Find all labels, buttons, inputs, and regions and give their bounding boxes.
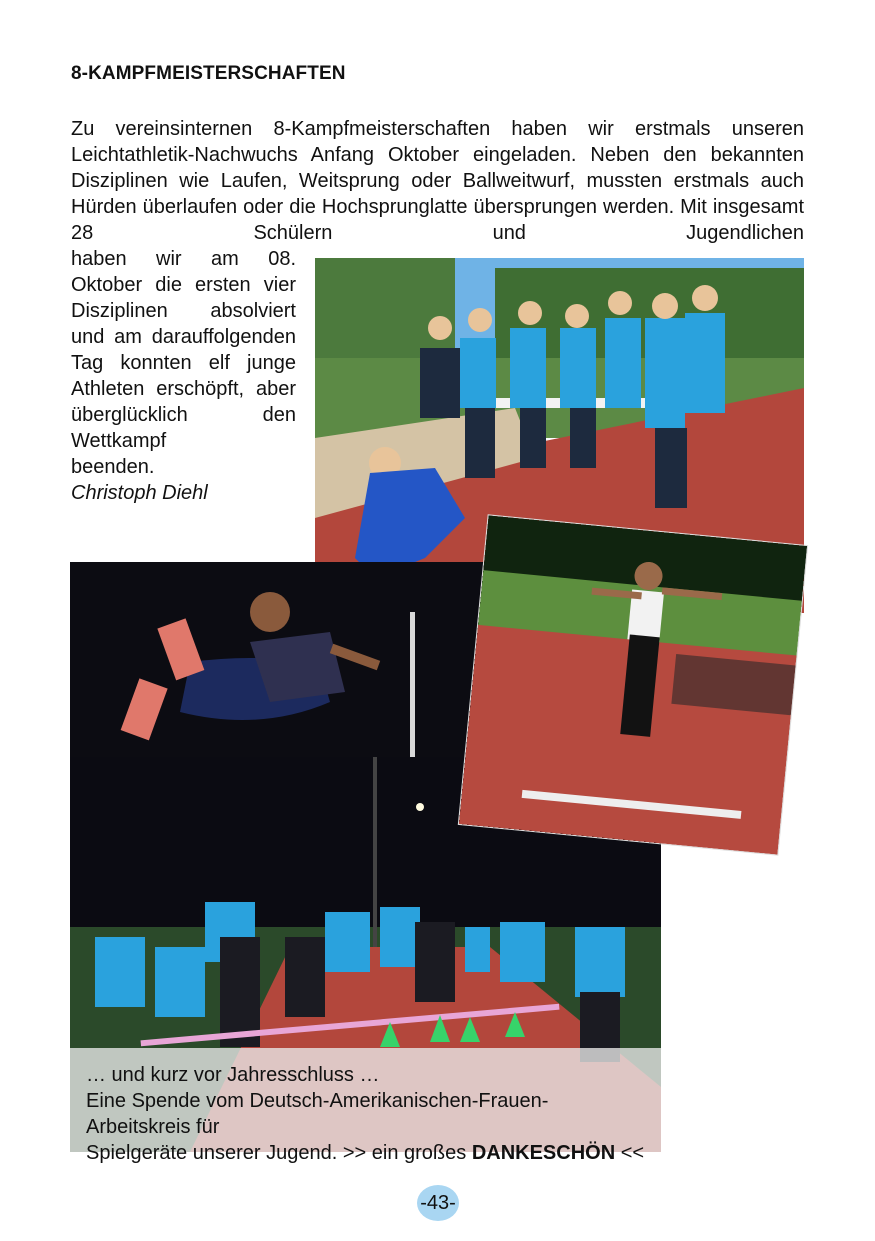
caption-line-3 — [86, 1140, 645, 1166]
side-paragraph-text: haben wir am 08. Oktober die ersten vier Disziplinen absolviert und am darauffolgenden Tag konnten elf junge Athleten erschöpft, aber überglücklich den Wettkampf — [71, 248, 296, 452]
page-title: 8-KAMPFMEISTERSCHAFTEN — [71, 63, 346, 84]
donation-caption — [70, 1048, 661, 1164]
side-paragraph-end: beenden. — [71, 456, 155, 478]
high-jump-photo — [70, 562, 500, 760]
caption-thanks: DANKESCHÖN — [471, 1142, 616, 1164]
intro-paragraph: Zu vereinsinternen 8-Kampfmeisterschaften haben wir erstmals unseren Leichtathletik-Nachwuchs Anfang Oktober eingeladen. Neben den bekannten Disziplinen wie Laufen, Weitsprung oder Ballweitwurf, mussten erstmals auch Hürden überlaufen oder die Hochsprunglatte übersprungen werden. Mit insgesamt 28 Schülern und Jugendlichen — [71, 118, 804, 244]
author-name: Christoph Diehl — [71, 482, 208, 504]
side-paragraph — [71, 246, 296, 506]
caption-line-2: Eine Spende vom Deutsch-Amerikanischen-Frauen-Arbeitskreis für — [86, 1090, 549, 1138]
page-number: -43- — [417, 1185, 459, 1221]
caption-line-1: … und kurz vor Jahresschluss … — [86, 1064, 380, 1086]
caption-line-3-prefix: Spielgeräte unserer Jugend. >> ein großes — [86, 1142, 472, 1164]
caption-line-3-suffix: << — [615, 1142, 645, 1164]
throw-photo — [459, 515, 807, 854]
